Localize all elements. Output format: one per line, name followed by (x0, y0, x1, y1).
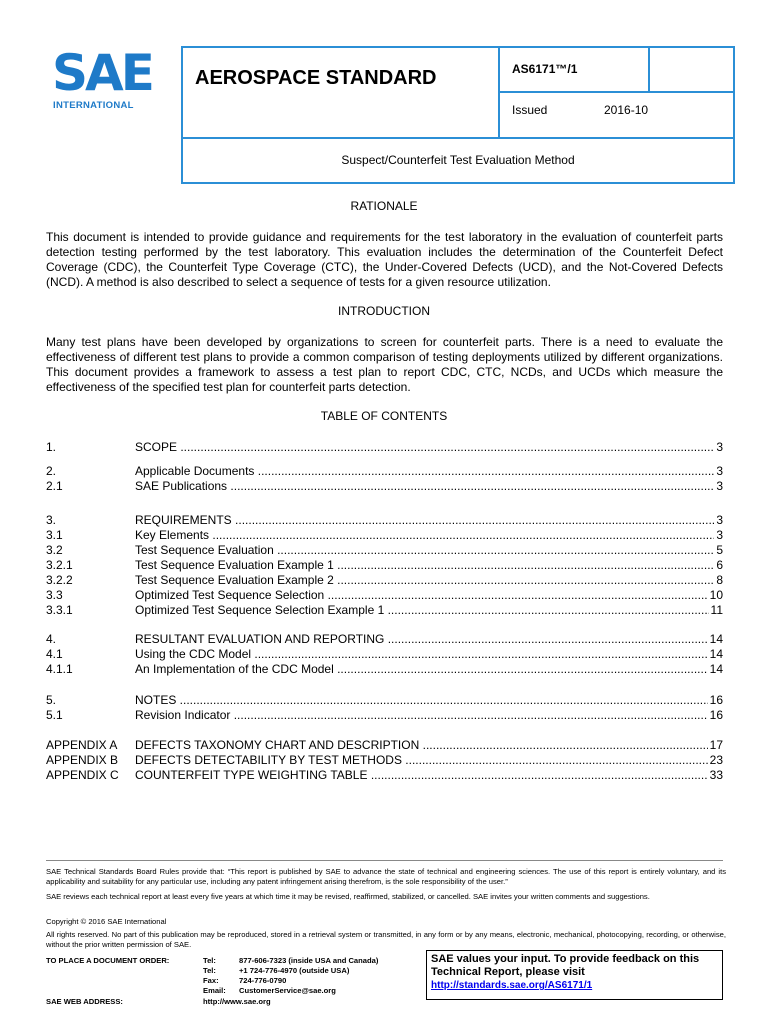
toc-entry[interactable] (46, 647, 723, 662)
toc-number: 3.2.1 (46, 558, 73, 572)
order-label: TO PLACE A DOCUMENT ORDER: (46, 956, 170, 965)
email-label: Email: (203, 986, 226, 995)
toc-number: 1. (46, 440, 57, 454)
rationale-text: This document is intended to provide guidance and requirements for the test laboratory in the evaluation of counterfeit parts detection testing performed by the test laboratory. This evaluation includes the determination of the Counterfeit Defect Coverage (CDC), the Counterfeit Type Coverage (CTC), the Under-Covered Defects (UCD), and the Not-Covered Defects (NCD). A method is also described to select a sequence of tests for a given resource utilization. (46, 230, 723, 289)
document-number: AS6171™/1 (512, 62, 578, 76)
toc-title-wrap (135, 647, 723, 662)
introduction-text: Many test plans have been developed by organizations to screen for counterfeit parts. There is a need to evaluate the effectiveness of different test plans to provide a common comparison of testing deployments utilized by different organizations. This document provides a framework to assess a test plan to report CDC, CTC, NCDs, and UCDs which measure the effectiveness of the specified test plan for counterfeit parts detection. (46, 335, 723, 394)
toc-title-wrap (135, 603, 723, 618)
toc-title: Test Sequence Evaluation Example 2 ..... (135, 573, 723, 587)
toc-title: Optimized Test Sequence Selection Example 1 ..... (135, 603, 723, 617)
web-link[interactable]: http://www.sae.org (203, 997, 271, 1006)
toc-entry[interactable] (46, 464, 723, 479)
issued-date: 2016-10 (604, 103, 649, 117)
toc-page-number: 3 (716, 528, 723, 542)
toc-page-number: 16 (709, 693, 723, 707)
toc-title-wrap (135, 632, 723, 647)
tel-label: Tel: (203, 956, 216, 965)
toc-number: 2. (46, 464, 57, 478)
toc-entry[interactable] (46, 632, 723, 647)
feedback-link[interactable]: http://standards.sae.org/AS6171/1 (431, 980, 593, 991)
standard-type: AEROSPACE STANDARD (195, 67, 437, 89)
toc-entry[interactable] (46, 573, 723, 588)
divider (648, 48, 650, 92)
toc-title: Using the CDC Model ..... (135, 647, 723, 661)
toc-title: DEFECTS TAXONOMY CHART AND DESCRIPTION ..... (135, 738, 723, 752)
toc-page-number: 3 (716, 464, 723, 478)
toc-title-wrap (135, 573, 723, 588)
toc-title-wrap (135, 768, 723, 783)
toc-title: An Implementation of the CDC Model ..... (135, 662, 723, 676)
toc-title-wrap (135, 440, 723, 455)
toc-number: 5.1 (46, 708, 63, 722)
toc-number: 3.3 (46, 588, 63, 602)
toc-number: 3. (46, 513, 57, 527)
toc-entry[interactable] (46, 588, 723, 603)
toc-page-number: 14 (709, 632, 723, 646)
sae-logo (52, 44, 156, 119)
toc-entry[interactable] (46, 662, 723, 677)
toc-entry[interactable] (46, 738, 723, 753)
toc-title: Optimized Test Sequence Selection ..... (135, 588, 723, 602)
toc-number: 4.1.1 (46, 662, 73, 676)
toc-entry[interactable] (46, 513, 723, 528)
issued-label: Issued (512, 103, 548, 117)
toc-title-wrap (135, 558, 723, 573)
toc-title: RESULTANT EVALUATION AND REPORTING ..... (135, 632, 723, 646)
toc-number: 3.2 (46, 543, 63, 557)
review-text: SAE reviews each technical report at least every five years at which time it may be revised, reaffirmed, stabilized, or cancelled. SAE invites your written comments and suggestions. (46, 892, 650, 901)
toc-title-wrap (135, 464, 723, 479)
board-rules-text: SAE Technical Standards Board Rules provide that: “This report is published by SAE to advance the state of technical and engineering sciences. The use of this report is entirely voluntary, and its applicability and suitability for any particular use, including any patent infringement arising therefrom, is the sole responsibility of the user.” (46, 867, 726, 886)
toc-page-number: 6 (716, 558, 723, 572)
toc-page-number: 11 (710, 603, 723, 617)
toc-entry[interactable] (46, 768, 723, 783)
toc-number: 3.3.1 (46, 603, 73, 617)
toc-title: NOTES ..... (135, 693, 723, 707)
divider (498, 91, 733, 93)
toc-entry[interactable] (46, 603, 723, 618)
header-box (181, 46, 735, 184)
toc-page-number: 14 (709, 647, 723, 661)
toc-title-wrap (135, 513, 723, 528)
toc-entry[interactable] (46, 528, 723, 543)
logo-letters: SAE (52, 44, 152, 102)
tel-usa: 877-606-7323 (inside USA and Canada) (239, 956, 379, 965)
toc-number: 4.1 (46, 647, 63, 661)
toc-page-number: 5 (716, 543, 723, 557)
toc-number: APPENDIX C (46, 768, 119, 782)
tel-label: Tel: (203, 966, 216, 975)
toc-page-number: 3 (716, 479, 723, 493)
toc-title-wrap (135, 588, 723, 603)
toc-title-wrap (135, 753, 723, 768)
feedback-text: SAE values your input. To provide feedback on this Technical Report, please visit (431, 953, 700, 978)
toc-heading: TABLE OF CONTENTS (320, 409, 448, 423)
toc-title-wrap (135, 479, 723, 494)
toc-title-wrap (135, 543, 723, 558)
footer-divider (46, 860, 723, 861)
toc-number: APPENDIX A (46, 738, 118, 752)
rationale-heading: RATIONALE (350, 199, 418, 213)
toc-title-wrap (135, 708, 723, 723)
divider (183, 137, 733, 139)
toc-title-wrap (135, 662, 723, 677)
copyright: Copyright © 2016 SAE International (46, 917, 167, 926)
toc-page-number: 23 (709, 753, 723, 767)
rights-text: All rights reserved. No part of this publication may be reproduced, stored in a retrieval system or transmitted, in any form or by any means, electronic, mechanical, photocopying, recording, or otherwise, without the prior written permission of SAE. (46, 930, 726, 949)
toc-title: Key Elements ..... (135, 528, 723, 542)
toc-page-number: 14 (709, 662, 723, 676)
toc-page-number: 16 (709, 708, 723, 722)
toc-page-number: 3 (716, 513, 723, 527)
toc-number: 3.1 (46, 528, 63, 542)
toc-entry[interactable] (46, 693, 723, 708)
toc-entry[interactable] (46, 753, 723, 768)
toc-title: Applicable Documents ..... (135, 464, 723, 478)
tel-international: +1 724-776-4970 (outside USA) (239, 966, 350, 975)
toc-title: REQUIREMENTS ..... (135, 513, 723, 527)
toc-number: 2.1 (46, 479, 63, 493)
toc-entry[interactable] (46, 708, 723, 723)
toc-number: 3.2.2 (46, 573, 73, 587)
toc-title-wrap (135, 693, 723, 708)
toc-page-number: 17 (709, 738, 723, 752)
toc-title: COUNTERFEIT TYPE WEIGHTING TABLE ..... (135, 768, 723, 782)
toc-number: APPENDIX B (46, 753, 119, 767)
logo-subtitle: INTERNATIONAL (53, 100, 134, 111)
toc-entry[interactable] (46, 543, 723, 558)
toc-entry[interactable] (46, 558, 723, 573)
toc-title: SCOPE ..... (135, 440, 723, 454)
toc-entry[interactable] (46, 440, 723, 455)
toc-page-number: 33 (709, 768, 723, 782)
toc-title-wrap (135, 738, 723, 753)
toc-entry[interactable] (46, 479, 723, 494)
toc-number: 4. (46, 632, 57, 646)
email-link[interactable]: CustomerService@sae.org (239, 986, 336, 995)
toc-title: Test Sequence Evaluation ..... (135, 543, 723, 557)
toc-title: DEFECTS DETECTABILITY BY TEST METHODS ..... (135, 753, 723, 767)
fax-label: Fax: (203, 976, 219, 985)
introduction-heading: INTRODUCTION (338, 304, 430, 318)
toc-title-wrap (135, 528, 723, 543)
document-title: Suspect/Counterfeit Test Evaluation Method (341, 153, 575, 167)
toc-title: Test Sequence Evaluation Example 1 ..... (135, 558, 723, 572)
toc-title: Revision Indicator ..... (135, 708, 723, 722)
toc-page-number: 8 (716, 573, 723, 587)
feedback-box (426, 950, 723, 1000)
fax-number: 724-776-0790 (239, 976, 287, 985)
toc-page-number: 10 (709, 588, 723, 602)
toc-title: SAE Publications ..... (135, 479, 723, 493)
toc-number: 5. (46, 693, 57, 707)
toc-page-number: 3 (716, 440, 723, 454)
web-label: SAE WEB ADDRESS: (46, 997, 123, 1006)
divider (498, 48, 500, 138)
